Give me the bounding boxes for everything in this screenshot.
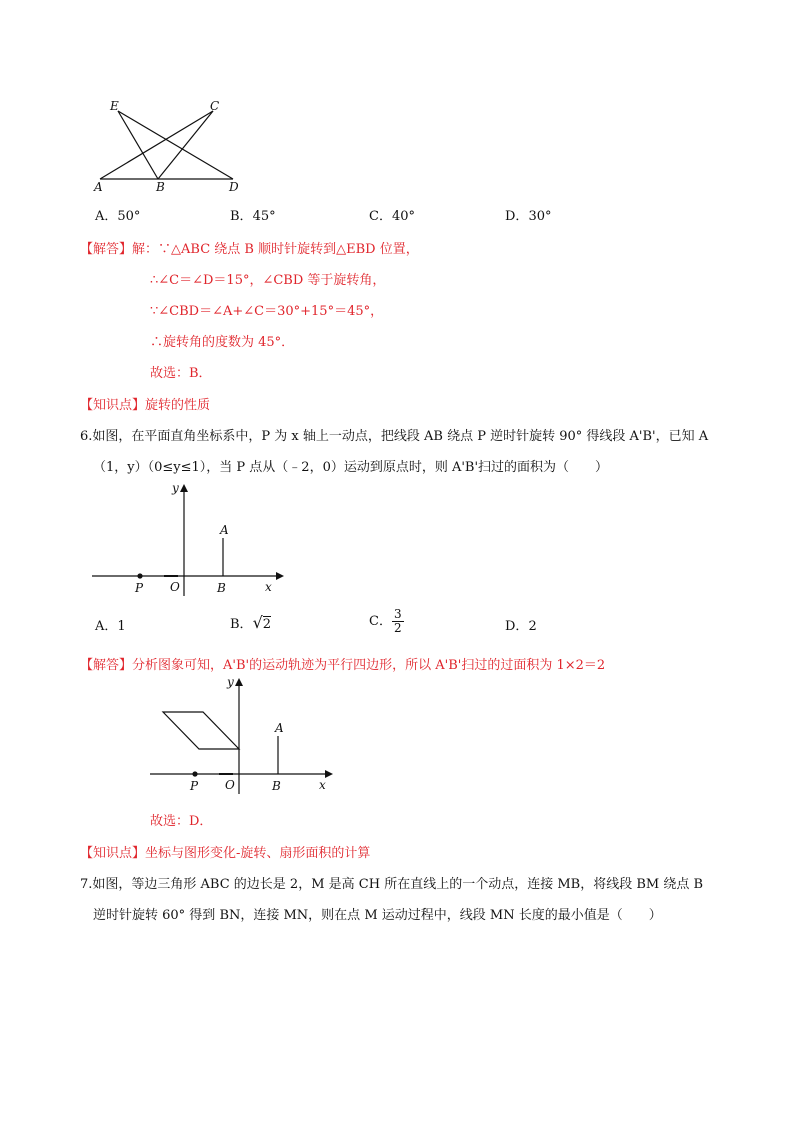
q5-option-d: D．30°	[505, 209, 552, 224]
label-O: O	[225, 778, 235, 792]
answer-text: 分析图象可知，A'B'的运动轨迹为平行四边形，所以 A'B'扫过的过面积为 1×2＝2	[132, 658, 606, 673]
label-A: A	[220, 523, 229, 537]
label-C: C	[210, 99, 220, 113]
rotation-triangle-figure	[88, 96, 258, 196]
kp-text: 坐标与图形变化-旋转、扇形面积的计算	[145, 846, 371, 861]
label-A: A	[275, 721, 284, 735]
q5-option-a: A．50°	[95, 209, 141, 224]
q6-option-c: C． $\frac{3}{2}$	[369, 607, 402, 635]
q5-answer-line-3: ∵∠CBD＝∠A+∠C＝30°+15°＝45°，	[150, 304, 384, 319]
segment-AC	[100, 111, 213, 179]
answer-tag: 【解答】	[80, 658, 133, 673]
label-y: y	[227, 675, 234, 689]
x-axis-arrow	[325, 770, 333, 778]
q5-answer-line-2: ∴∠C＝∠D＝15°，∠CBD 等于旋转角，	[150, 273, 386, 288]
label-B: B	[272, 779, 281, 793]
x-axis-arrow	[276, 572, 284, 580]
q6-question-line-2: （1，y）（0≤y≤1），当 P 点从（﹣2，0）运动到原点时，则 A'B'扫过的面积为（ ）	[93, 460, 609, 475]
label-P: P	[135, 581, 144, 595]
label-E: E	[110, 99, 119, 113]
label-B: B	[156, 180, 165, 194]
label-x: x	[265, 580, 272, 594]
segment-EB	[118, 111, 158, 179]
label-y: y	[172, 481, 179, 495]
q6-knowledge-point	[80, 842, 370, 861]
q6-answer-figure	[145, 672, 345, 797]
segment-BC	[158, 111, 213, 179]
swept-parallelogram	[163, 712, 239, 749]
q5-option-c: C．40°	[369, 209, 415, 224]
answer-tag: 【解答】	[80, 242, 133, 257]
label-D: D	[229, 180, 239, 194]
q6-answer-line	[80, 654, 605, 673]
kp-tag: 【知识点】	[80, 398, 146, 413]
label-P: P	[190, 779, 199, 793]
segment-EA-side	[118, 111, 233, 179]
label-O: O	[170, 580, 180, 594]
answer-text: 解：∵△ABC 绕点 B 顺时针旋转到△EBD 位置，	[132, 242, 419, 257]
label-x: x	[319, 778, 326, 792]
q6-coordinate-figure	[90, 478, 290, 598]
q6-option-b: B．√2	[230, 613, 272, 632]
kp-tag: 【知识点】	[80, 846, 146, 861]
q6-option-a: A．1	[95, 619, 126, 634]
q6-answer-choice: 故选：D．	[150, 814, 213, 829]
q6-question-line-1: 6.如图，在平面直角坐标系中，P 为 x 轴上一动点，把线段 AB 绕点 P 逆时针旋转 90° 得线段 A'B'，已知 A	[80, 429, 709, 444]
q5-option-b: B．45°	[230, 209, 276, 224]
q7-question-line-2: 逆时针旋转 60° 得到 BN，连接 MN，则在点 M 运动过程中，线段 MN 长度的最小值是（ ）	[93, 908, 662, 923]
q5-answer-choice: 故选：B．	[150, 366, 212, 381]
q5-answer-line-1	[80, 238, 419, 257]
q5-knowledge-point	[80, 394, 210, 413]
label-A: A	[94, 180, 103, 194]
y-axis-arrow	[180, 484, 188, 492]
q7-question-line-1: 7.如图，等边三角形 ABC 的边长是 2，M 是高 CH 所在直线上的一个动点，连接 MB，将线段 BM 绕点 B	[80, 877, 704, 892]
q6-option-d: D．2	[505, 619, 537, 634]
y-axis-arrow	[235, 678, 243, 686]
label-B: B	[217, 581, 226, 595]
point-P	[137, 573, 142, 578]
kp-text: 旋转的性质	[145, 398, 211, 413]
q5-answer-line-4: ∴旋转角的度数为 45°．	[150, 335, 295, 350]
point-P	[192, 771, 197, 776]
